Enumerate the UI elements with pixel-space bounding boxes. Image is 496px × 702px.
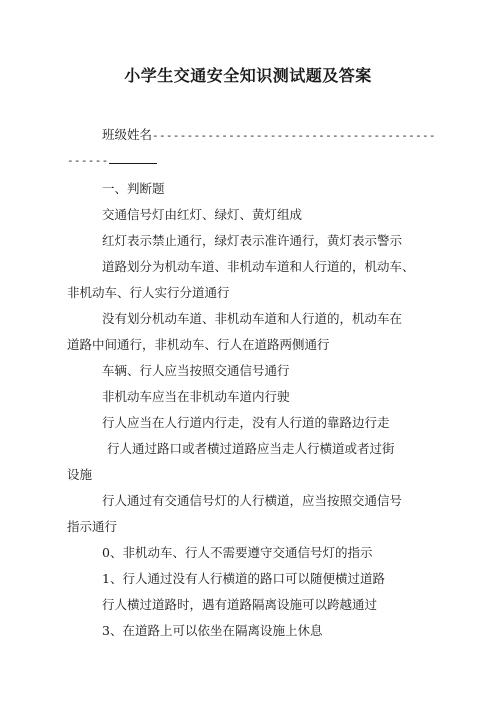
statement-line: 红灯表示禁止通行，绿灯表示准许通行，黄灯表示警示 [102, 233, 403, 248]
statement-line: 没有划分机动车道、非机动车道和人行道的，机动车在 [102, 311, 403, 326]
statement-line: 1、行人通过没有人行横道的路口可以随便横过道路 [102, 571, 385, 586]
statement-line: 行人横过道路时，遇有道路隔离设施可以跨越通过 [102, 597, 378, 612]
statement-line: 行人应当在人行道内行走，没有人行道的靠路边行走 [102, 415, 390, 430]
statement-line: 3、在道路上可以依坐在隔离设施上休息 [102, 623, 323, 638]
class-name-label: 班级姓名 [102, 127, 153, 142]
statement-line: 交通信号灯由红灯、绿灯、黄灯组成 [102, 207, 303, 222]
statement-line: 设施 [67, 467, 93, 482]
statement-line: 行人通过路口或者横过道路应当走人行横道或者过街 [107, 441, 395, 456]
class-name-dashes-continued: ------ [67, 154, 109, 167]
document-title: 小学生交通安全知识测试题及答案 [124, 66, 372, 85]
statement-line: 非机动车应当在非机动车道内行驶 [102, 389, 290, 404]
class-name-line-continued [67, 151, 157, 169]
statement-line: 0、非机动车、行人不需要遵守交通信号灯的指示 [102, 545, 373, 560]
class-name-blank [109, 151, 157, 164]
class-name-line [102, 127, 436, 144]
statement-line: 指示通行 [67, 519, 118, 534]
statement-line: 道路划分为机动车道、非机动车道和人行道的，机动车、 [102, 259, 415, 274]
statement-line: 行人通过有交通信号灯的人行横道，应当按照交通信号 [102, 493, 403, 508]
statement-line: 车辆、行人应当按照交通信号通行 [102, 363, 290, 378]
section-heading: 一、判断题 [102, 181, 165, 196]
statement-line: 非机动车、行人实行分道通行 [67, 285, 230, 300]
statement-line: 道路中间通行，非机动车、行人在道路两侧通行 [67, 337, 330, 352]
class-name-dashes: ----------------------------------------- [152, 129, 436, 142]
